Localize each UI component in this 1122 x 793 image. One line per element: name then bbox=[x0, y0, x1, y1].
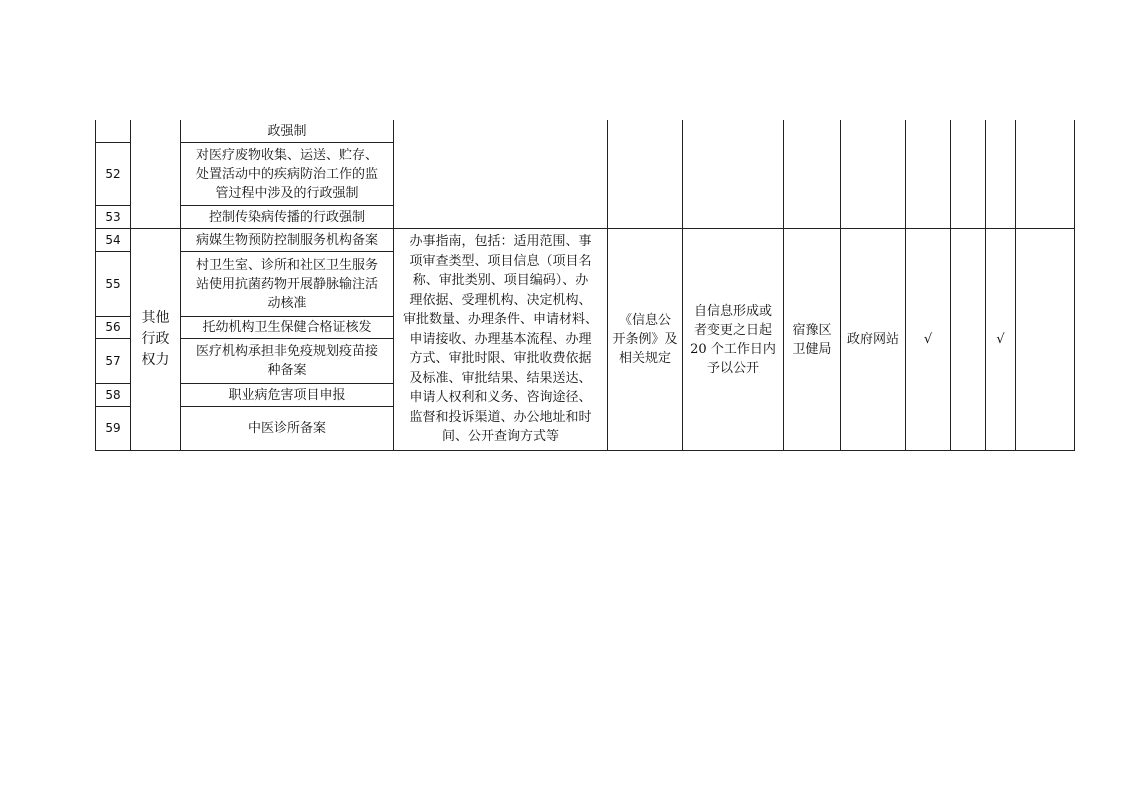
grid-line bbox=[1015, 120, 1016, 451]
row-number-cell: 54 bbox=[105, 232, 121, 247]
disclosure-subject-cell: 宿豫区 卫健局 bbox=[792, 322, 832, 357]
grid-line bbox=[1074, 120, 1075, 451]
item-name-cell: 病媒生物预防控制服务机构备案 bbox=[195, 232, 378, 248]
item-name-cell: 对医疗废物收集、运送、贮存、 处置活动中的疾病防治工作的监 管过程中涉及的行政强制 bbox=[195, 147, 378, 201]
row-number-cell: 56 bbox=[105, 320, 121, 334]
item-name-cell: 政强制 bbox=[267, 123, 307, 139]
disclosure-table bbox=[95, 120, 1075, 451]
row-number-cell: 52 bbox=[105, 166, 121, 181]
checkmark-icon: √ bbox=[923, 332, 933, 347]
grid-line bbox=[95, 450, 1075, 451]
item-name-cell: 托幼机构卫生保健合格证核发 bbox=[202, 320, 372, 335]
item-name-cell: 职业病危害项目申报 bbox=[228, 387, 346, 403]
grid-line bbox=[950, 120, 951, 451]
row-number-cell: 58 bbox=[105, 387, 121, 402]
item-name-cell: 控制传染病传播的行政强制 bbox=[208, 209, 365, 225]
checkmark-icon: √ bbox=[996, 332, 1005, 347]
item-name-cell: 医疗机构承担非免疫规划疫苗接 种备案 bbox=[195, 344, 378, 378]
disclosure-time-limit-cell: 自信息形成或 者变更之日起 20 个工作日内 予以公开 bbox=[690, 303, 776, 376]
row-number-cell: 55 bbox=[105, 276, 121, 291]
item-name-cell: 村卫生室、诊所和社区卫生服务 站使用抗菌药物开展静脉输注活 动核准 bbox=[195, 257, 378, 311]
disclosure-content-cell: 办事指南，包括：适用范围、事 项审查类型、项目信息（项目名 称、审批类别、项目编码）、办 理依据、受理机构、决定机构、 审批数量、办理条件、申请材料、 申请接收、办理基本流程、办理 方式、审批时限、审批收费依据 及标准、审批结果、结果送达、 申请人权利和义务、咨询途径、 监督和投诉渠道、办公地址和时 间、公开查询方式等 bbox=[402, 234, 598, 445]
item-name-cell: 中医诊所备案 bbox=[247, 421, 326, 436]
disclosure-channel-cell: 政府网站 bbox=[846, 332, 899, 347]
row-number-cell: 59 bbox=[105, 421, 121, 435]
row-number-cell: 53 bbox=[105, 209, 121, 224]
category-cell: 其他 行政 权力 bbox=[141, 310, 170, 368]
disclosure-basis-cell: 《信息公 开条例》及 相关规定 bbox=[612, 313, 678, 366]
row-number-cell: 57 bbox=[105, 353, 121, 368]
